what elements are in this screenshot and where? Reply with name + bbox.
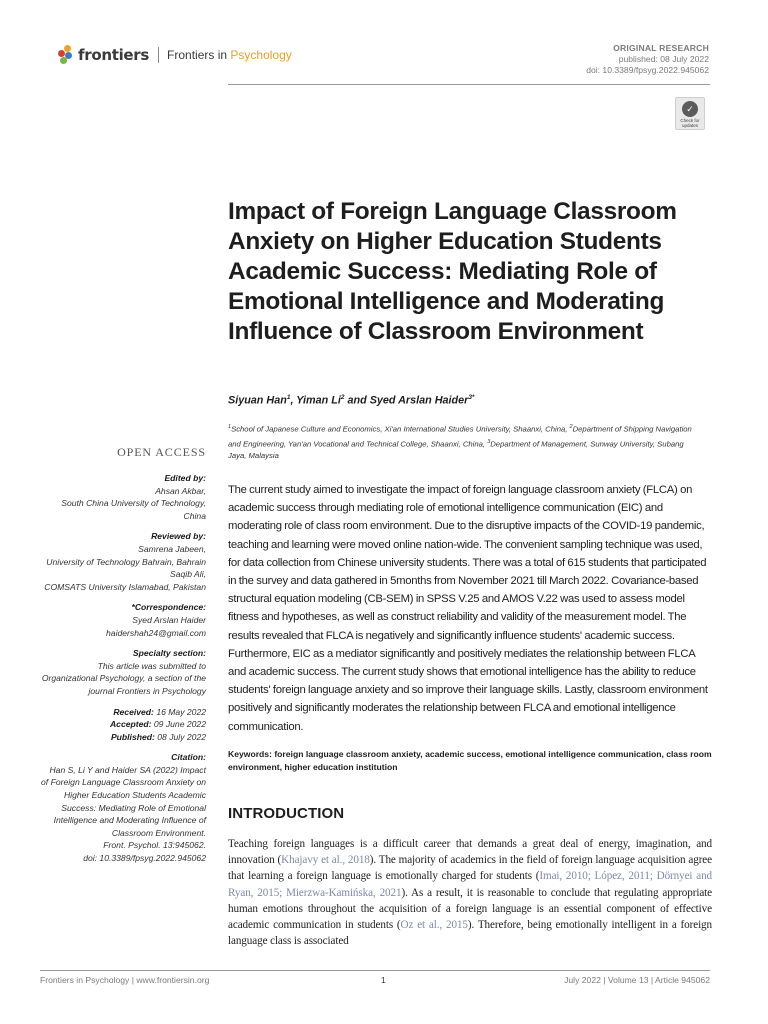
dates-block [40, 706, 206, 744]
received-label: Received: [113, 706, 154, 717]
doi-line[interactable]: doi: 10.3389/fpsyg.2022.945062 [586, 65, 709, 75]
affil-marker: 3 [487, 438, 491, 445]
affiliation-text: School of Japanese Culture and Economics, Xi'an International Studies University, Shaanxi, China, [231, 424, 570, 434]
frontiers-logo-icon [58, 45, 74, 65]
edited-by-block [40, 472, 206, 522]
author-affil-marker: 3* [468, 394, 475, 401]
citation-journal: Front. Psychol. 13:945062. [103, 840, 206, 851]
published-label: Published: [110, 731, 155, 742]
frontiers-logo[interactable] [58, 45, 292, 65]
published-line: published: 08 July 2022 [618, 54, 709, 64]
article-type: ORIGINAL RESEARCH [613, 43, 709, 53]
author-name[interactable]: Syed Arslan Haider [369, 394, 469, 407]
reviewed-by-label: Reviewed by: [151, 531, 206, 542]
accepted-date: 09 June 2022 [153, 719, 206, 730]
published-date: 08 July 2022 [157, 731, 206, 742]
reviewer-name: Samrena Jabeen, [138, 543, 206, 554]
specialty-block [40, 647, 206, 697]
footer-divider [40, 970, 710, 971]
reviewer-affiliation: COMSATS University Islamabad, Pakistan [44, 581, 206, 592]
citation-link[interactable]: Khajavy et al., 2018 [281, 854, 370, 867]
affiliation-text: Department of Management, Sunway University, Subang Jaya, Malaysia [228, 439, 684, 461]
editor-name: Ahsan Akbar, [155, 485, 206, 496]
page-number: 1 [381, 975, 386, 985]
author-list [228, 394, 474, 407]
journal-name-accent: Psychology [230, 48, 292, 62]
journal-name-prefix: Frontiers in [167, 48, 228, 62]
footer-issue-info: July 2022 | Volume 13 | Article 945062 [564, 975, 710, 985]
keywords: Keywords: foreign language classroom anxiety, academic success, emotional intelligence communication, class room environment, higher education institution [228, 749, 712, 772]
citation-doi[interactable]: doi: 10.3389/fpsyg.2022.945062 [83, 853, 206, 864]
reviewer-name: Saqib Ali, [170, 569, 206, 580]
specialty-text: This article was submitted to Organizational Psychology, a section of the journal Frontiers in Psychology [41, 660, 206, 696]
editor-affiliation: South China University of Technology, China [61, 498, 206, 521]
received-date: 16 May 2022 [156, 706, 206, 717]
edited-by-label: Edited by: [164, 473, 206, 483]
article-title: Impact of Foreign Language Classroom Anxiety on Higher Education Students Academic Success: Mediating Role of Emotional Intelligence and Moderating Influence of Classroom Environment [228, 198, 677, 345]
brand-name: frontiers [78, 46, 150, 64]
body-text: ). Therefore, being emotionally intelligent in a foreign language class is associated [228, 919, 713, 948]
received-line [40, 706, 206, 719]
journal-name [167, 48, 292, 62]
article-meta [586, 43, 709, 76]
specialty-label: Specialty section: [132, 648, 206, 659]
citation-label: Citation: [171, 752, 206, 763]
footer-journal-link[interactable]: Frontiers in Psychology | www.frontiersin.org [40, 975, 210, 985]
check-updates-icon: ✓ [682, 101, 698, 117]
body-text: Teaching foreign languages is a difficult career that demands a great deal of energy, imagination, and innovation ( [228, 838, 712, 867]
abstract: The current study aimed to investigate the impact of foreign language classroom anxiety (FLCA) on academic success through mediating role of emotional intelligence communication (EIC) and moderating role of class room environment. Due to the disruptive impacts of the COVID-19 pandemic, teaching and learning were moved online nation-wide. The convenient sampling technique was used, for data collection from Chinese university students. There was a total of 615 students that participated in the survey and data gathered in 5months from November 2021 till March 2022. Covariance-based structural equation modeling (CB-SEM) in SPSS V.25 and AMOS V.22 was used to assess model fitness and hypotheses, as well as construct reliability and validity of the measurement model. The results revealed that FLCA is negatively and significantly influence students' academic success. Furthermore, EIC as a mediator significantly and positively mediates the relationship between FLCA and academic success. The current study shows that emotional intelligence has the ability to reduce students' foreign language anxiety and so improve their language skills. Lastly, classroom environment positively and significantly moderates the relationship between FLCA and emotional intelligence communication. [228, 484, 708, 733]
accepted-line [40, 718, 206, 731]
reviewer-affiliation: University of Technology Bahrain, Bahrain [46, 556, 206, 567]
affil-marker: 2 [569, 424, 573, 430]
logo-divider [158, 47, 159, 63]
author-affil-marker: 1 [286, 394, 291, 401]
body-text: ). As a result, it is reasonable to conclude that regulating appropriate human emotions throughout the acquisition of a foreign language is an essential component of effective academic communication in students ( [228, 886, 712, 932]
author-affil-marker: 2 [340, 394, 345, 401]
affiliation-text: Department of Shipping Navigation and Engineering, Yan'an Vocational and Technical College, Shaanxi, China, [228, 424, 692, 449]
accepted-label: Accepted: [109, 719, 152, 730]
affil-marker: 1 [228, 424, 232, 430]
correspondence-label: *Correspondence: [131, 602, 206, 613]
author-name[interactable]: Siyuan Han [228, 394, 287, 407]
citation-text: Han S, Li Y and Haider SA (2022) Impact of Foreign Language Classroom Anxiety on Higher Education Students Academic Success: Mediating Role of Emotional Intelligence and Moderating Influence of Classroom Environment. [41, 764, 206, 838]
check-updates-label: Check for updates [680, 118, 700, 128]
article-info-sidebar [40, 472, 206, 873]
open-access-label: OPEN ACCESS [117, 445, 206, 459]
introduction-paragraph [228, 836, 712, 949]
check-for-updates-button[interactable] [675, 97, 705, 130]
body-text: ). The majority of academics in the field of foreign language acquisition agree that learning a foreign language is emotionally charged for students ( [228, 854, 712, 883]
citation-link[interactable]: Imai, 2010; López, 2011; Dörnyei and Ryan, 2015; Mierzwa-Kamińska, 2021 [228, 870, 713, 899]
reviewed-by-block [40, 530, 206, 593]
section-heading-introduction: INTRODUCTION [228, 805, 345, 822]
citation-link[interactable]: Oz et al., 2015 [400, 919, 468, 932]
published-line [40, 731, 206, 744]
citation-block [40, 751, 206, 864]
correspondence-block [40, 601, 206, 639]
correspondence-name: Syed Arslan Haider [132, 614, 206, 625]
correspondence-email[interactable]: haidershah24@gmail.com [106, 627, 206, 638]
author-name[interactable]: Yiman Li [296, 394, 341, 407]
author-separator: and [344, 394, 370, 407]
affiliations [228, 421, 698, 462]
header-divider [228, 84, 710, 85]
author-separator: , [290, 394, 297, 407]
